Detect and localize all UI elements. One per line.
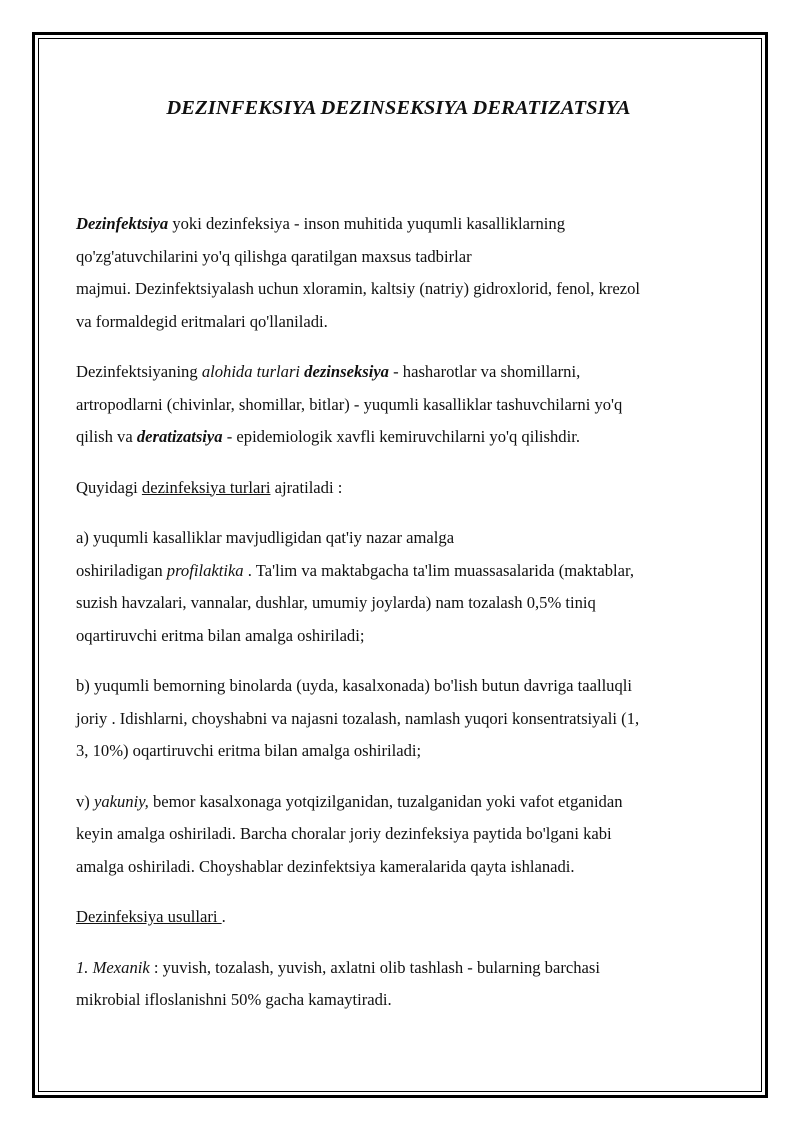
paragraph-types-special: Dezinfektsiyaning alohida turlari dezinseksiya - hasharotlar va shomillarni, artropodlarni (chivinlar, shomillar, bitlar) - yuqumli kasalliklar tashuvchilarni yo'q qilish va deratizatsiya - epidemiologik xavfli kemiruvchilarni yo'q qilishdir. (76, 362, 623, 446)
term-dezinfektsiya: Dezinfektsiya (76, 214, 169, 233)
term-dezinseksiya: dezinseksiya (304, 362, 389, 381)
term-deratizatsiya: deratizatsiya (136, 427, 223, 446)
term-yakuniy: yakuniy, (93, 791, 149, 811)
term-profilaktika: profilaktika (166, 560, 244, 580)
document-header (76, 96, 721, 120)
document-title: DEZINFEKSIYA DEZINSEKSIYA DERATIZATSIYA (166, 97, 631, 119)
paragraph-type-a: a) yuqumli kasalliklar mavjudligidan qat'iy nazar amalga oshiriladigan profilaktika . Ta'lim va maktabgacha ta'lim muassasalarida (maktablar, suzish havzalari, vannalar, dushlar, umumiy joylarda) nam tozalash 0,5% tiniq oqartiruvchi eritma bilan amalga oshiriladi; (76, 528, 635, 645)
paragraph-method-mechanical: 1. Mexanik : yuvish, tozalash, yuvish, axlatni olib tashlash - bularning barchasi mikrobial ifloslanishni 50% gacha kamaytiradi. (76, 957, 600, 1009)
paragraph-type-b: b) yuqumli bemorning binolarda (uyda, kasalxonada) bo'lish butun davriga taalluqli joriy . Idishlarni, choyshabni va najasni tozalash, namlash yuqori konsentratsiyali (1, 3, 10%) oqartiruvchi eritma bilan amalga oshiriladi; (76, 676, 640, 760)
paragraph-type-v: v) yakuniy, bemor kasalxonaga yotqizilganidan, tuzalganidan yoki vafot etganidan keyin amalga oshiriladi. Barcha choralar joriy dezinfeksiya paytida bo'lgani kabi amalga oshiriladi. Choyshablar dezinfektsiya kameralarida qayta ishlanadi. (76, 791, 623, 876)
link-dezinfeksiya-usullari[interactable]: Dezinfeksiya usullari (76, 907, 222, 926)
paragraph-methods-heading: Dezinfeksiya usullari . (76, 907, 226, 926)
document-body (76, 208, 726, 1035)
paragraph-definition: Dezinfektsiya yoki dezinfeksiya - inson muhitida yuqumli kasalliklarning qo'zg'atuvchilarini yo'q qilishga qaratilgan maxsus tadbirlar majmui. Dezinfektsiyalash uchun xloramin, kaltsiy (natriy) gidroxlorid, fenol, krezol va formaldegid eritmalari qo'llaniladi. (76, 214, 641, 331)
term-alohida-turlari: alohida turlari (201, 362, 301, 381)
term-mexanik: 1. Mexanik (76, 957, 150, 977)
paragraph-types-intro: Quyidagi dezinfeksiya turlari ajratiladi : (76, 477, 343, 497)
link-dezinfeksiya-turlari[interactable]: dezinfeksiya turlari (141, 477, 271, 497)
